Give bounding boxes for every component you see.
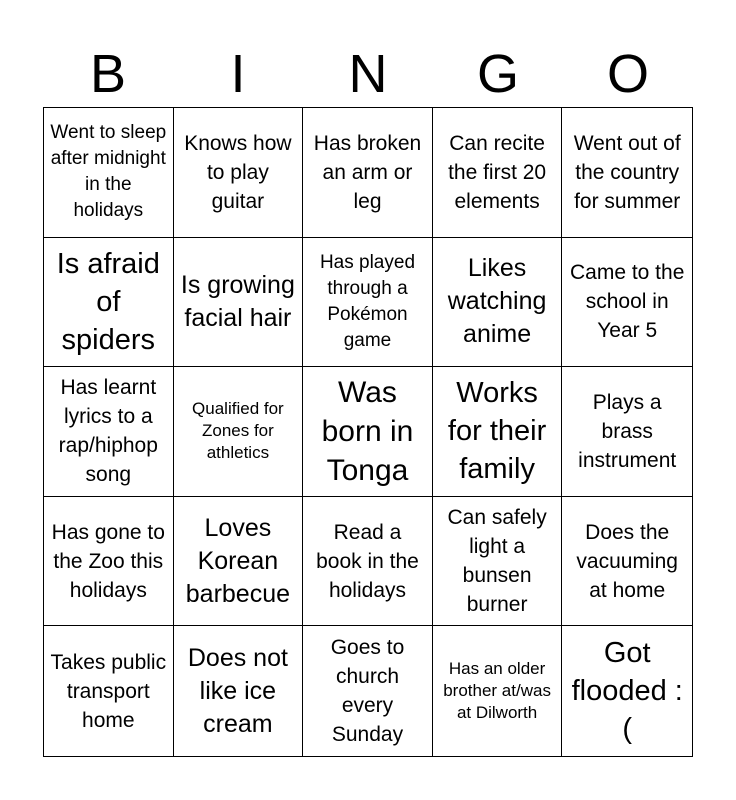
cell-text: Went out of the country for summer [573, 131, 681, 213]
cell-text: Can safely light a bunsen burner [447, 506, 547, 617]
bingo-cell[interactable] [44, 367, 174, 497]
cell-text: Plays a brass instrument [578, 390, 677, 472]
bingo-cell[interactable] [562, 626, 692, 756]
cell-text: Is growing facial hair [180, 270, 295, 332]
cell-text: Loves Korean barbecue [185, 513, 291, 608]
bingo-cell[interactable] [433, 238, 563, 368]
bingo-cell[interactable] [174, 497, 304, 627]
bingo-header [43, 42, 693, 106]
cell-text: Goes to church every Sunday [330, 636, 405, 747]
bingo-board [43, 107, 693, 757]
cell-text: Got flooded :( [571, 637, 683, 746]
header-letter-n: N [348, 44, 388, 104]
bingo-cell[interactable] [174, 108, 304, 238]
header-letter-b: B [89, 44, 127, 104]
bingo-cell[interactable] [44, 497, 174, 627]
bingo-cell[interactable] [174, 626, 304, 756]
bingo-cell[interactable] [303, 238, 433, 368]
bingo-cell[interactable] [562, 108, 692, 238]
bingo-cell[interactable] [562, 238, 692, 368]
cell-text: Likes watching anime [447, 254, 547, 349]
cell-text: Was born in Tonga [321, 375, 414, 487]
bingo-cell[interactable] [433, 367, 563, 497]
cell-text: Does not like ice cream [187, 643, 288, 738]
cell-text: Has broken an arm or leg [313, 131, 422, 213]
bingo-cell[interactable] [303, 626, 433, 756]
bingo-cell[interactable] [433, 626, 563, 756]
cell-text: Qualified for Zones for athletics [192, 399, 284, 463]
bingo-cell[interactable] [44, 108, 174, 238]
bingo-cell[interactable] [303, 108, 433, 238]
cell-text: Works for their family [447, 377, 547, 486]
cell-text: Takes public transport home [50, 650, 167, 732]
cell-text: Knows how to play guitar [184, 131, 292, 213]
bingo-cell[interactable] [433, 108, 563, 238]
cell-text: Came to the school in Year 5 [569, 261, 685, 343]
cell-text: Has an older brother at/was at Dilworth [443, 659, 551, 723]
cell-text: Does the vacuuming at home [576, 520, 678, 602]
cell-text: Has played through a Pokémon game [319, 251, 416, 351]
header-letter-g: G [476, 44, 519, 104]
header-letter-o: O [606, 44, 649, 104]
bingo-cell[interactable] [303, 367, 433, 497]
bingo-cell[interactable] [44, 626, 174, 756]
cell-text: Read a book in the holidays [316, 520, 419, 602]
cell-text: Has learnt lyrics to a rap/hiphop song [58, 376, 158, 487]
header-letter-i: I [230, 44, 246, 104]
bingo-cell[interactable] [562, 497, 692, 627]
bingo-cell[interactable] [562, 367, 692, 497]
cell-text: Can recite the first 20 elements [448, 131, 547, 213]
cell-text: Went to sleep after midnight in the holidays [50, 122, 167, 222]
bingo-cell[interactable] [174, 238, 304, 368]
bingo-cell[interactable] [303, 497, 433, 627]
cell-text: Has gone to the Zoo this holidays [51, 520, 165, 602]
cell-text: Is afraid of spiders [56, 247, 160, 356]
bingo-cell[interactable] [433, 497, 563, 627]
bingo-cell[interactable] [174, 367, 304, 497]
bingo-cell[interactable] [44, 238, 174, 368]
